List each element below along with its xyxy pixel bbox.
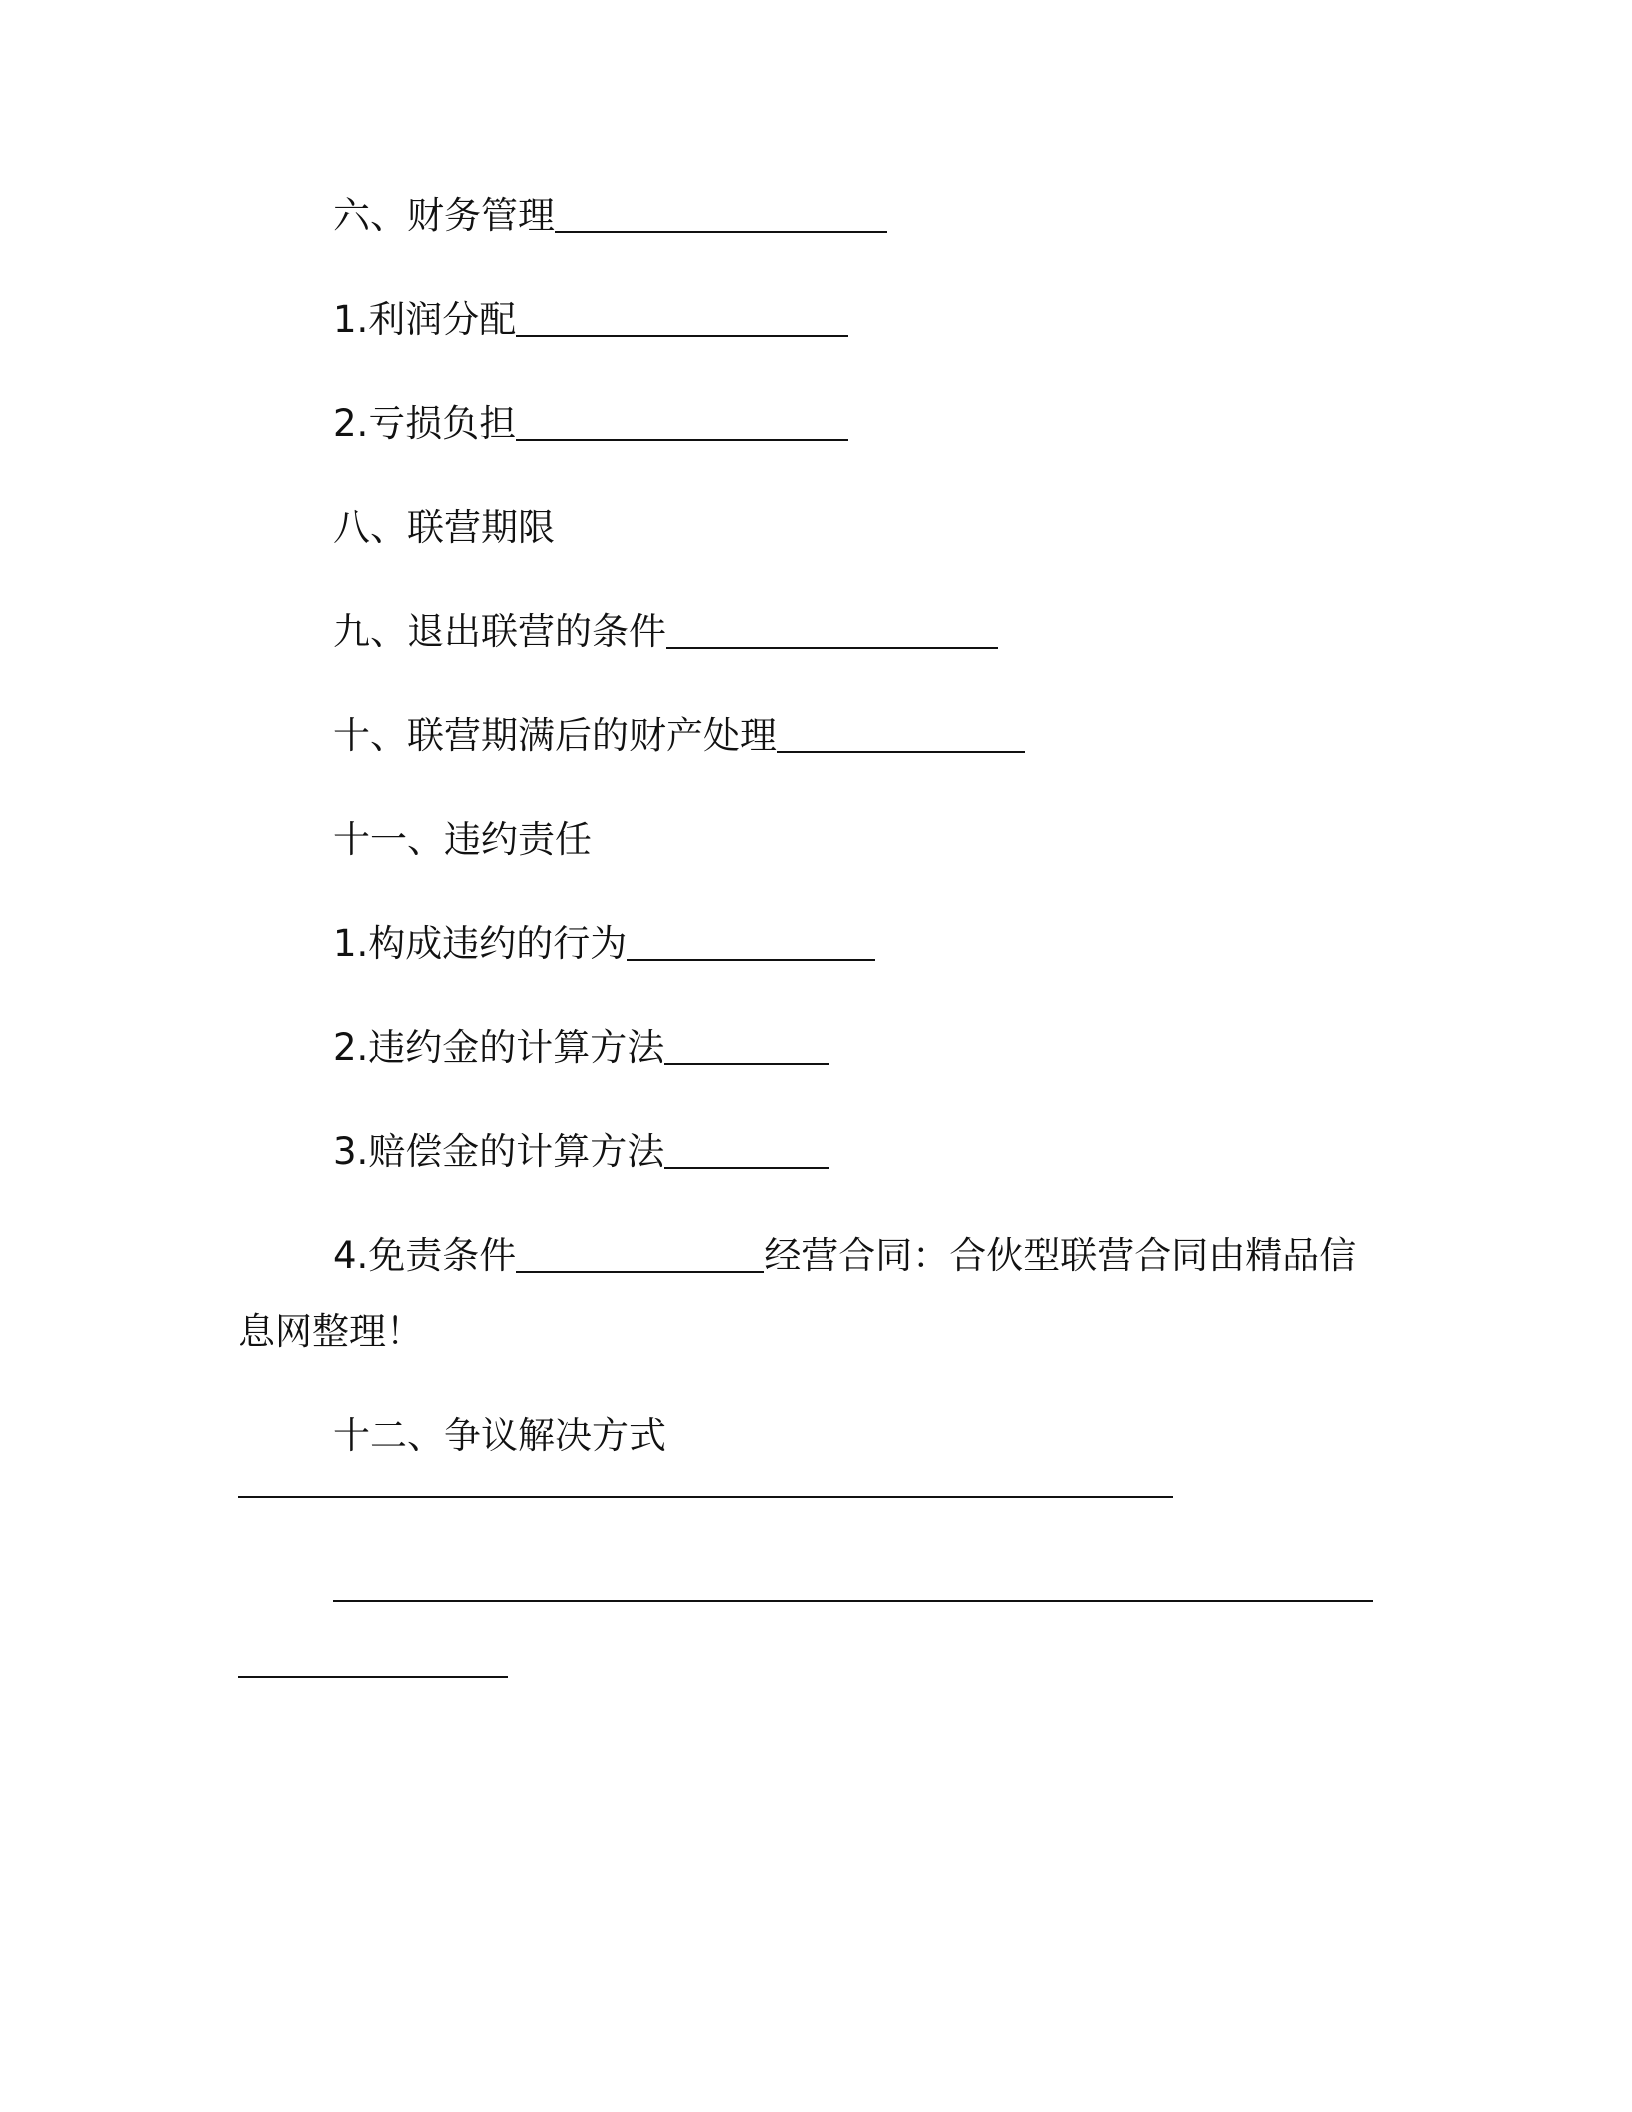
section-12-line (333, 1410, 666, 1462)
section-11-heading: 十一、违约责任 (333, 818, 592, 861)
section-10-line (333, 710, 1025, 762)
dispute-blank-line-2 (333, 1600, 1373, 1611)
fill-blank (516, 1271, 764, 1273)
section-12-heading: 十二、争议解决方式 (333, 1414, 666, 1457)
fill-blank (238, 1496, 1173, 1498)
section-11-line (333, 814, 592, 866)
exemption-label: 4.免责条件 (333, 1234, 517, 1277)
fill-blank (238, 1676, 508, 1678)
section-8-line (333, 502, 555, 554)
section-6-line (333, 190, 887, 242)
section-9-heading: 九、退出联营的条件 (333, 610, 666, 653)
dispute-blank-line-3 (238, 1676, 508, 1687)
fill-blank (777, 751, 1025, 753)
section-9-line (333, 606, 998, 658)
exemption-line (333, 1230, 1356, 1282)
exemption-continuation-text: 息网整理！ (238, 1310, 423, 1353)
loss-bearing-line (333, 398, 848, 450)
penalty-calc-line (333, 1022, 829, 1074)
compensation-calc-label: 3.赔偿金的计算方法 (333, 1130, 665, 1173)
penalty-calc-label: 2.违约金的计算方法 (333, 1026, 665, 1069)
fill-blank (664, 1167, 829, 1169)
breach-acts-line (333, 918, 875, 970)
profit-distribution-line (333, 294, 848, 346)
loss-bearing-label: 2.亏损负担 (333, 402, 517, 445)
fill-blank (664, 1063, 829, 1065)
fill-blank (516, 439, 848, 441)
section-10-heading: 十、联营期满后的财产处理 (333, 714, 777, 757)
fill-blank (627, 959, 875, 961)
fill-blank (516, 335, 848, 337)
fill-blank (333, 1600, 1373, 1602)
exemption-continuation-line (238, 1306, 423, 1358)
breach-acts-label: 1.构成违约的行为 (333, 922, 628, 965)
dispute-blank-line-1 (238, 1496, 1173, 1507)
profit-distribution-label: 1.利润分配 (333, 298, 517, 341)
fill-blank (555, 231, 887, 233)
section-8-heading: 八、联营期限 (333, 506, 555, 549)
fill-blank (666, 647, 998, 649)
exemption-tail-text: 经营合同：合伙型联营合同由精品信 (764, 1234, 1357, 1277)
compensation-calc-line (333, 1126, 829, 1178)
section-6-heading: 六、财务管理 (333, 194, 555, 237)
